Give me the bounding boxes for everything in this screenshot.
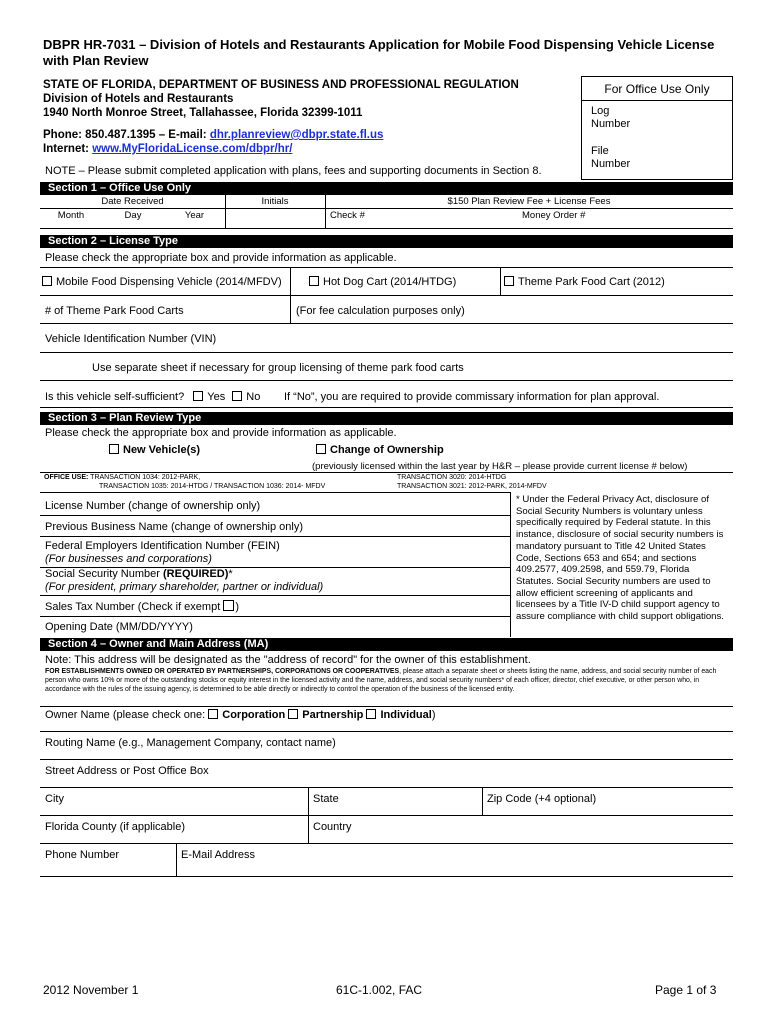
ownership-disclosure-note <box>45 667 725 694</box>
option-themepark[interactable] <box>504 276 665 289</box>
log-number-field[interactable] <box>582 101 732 141</box>
section1-header: Section 1 – Office Use Only <box>40 182 733 195</box>
initials-label: Initials <box>261 196 289 207</box>
state-label: State <box>313 793 339 805</box>
vin-label: Vehicle Identification Number (VIN) <box>45 333 217 345</box>
email-address-label: E-Mail Address <box>181 849 255 861</box>
partnership-checkbox[interactable] <box>288 709 298 719</box>
section4-header: Section 4 – Owner and Main Address (MA) <box>40 638 733 651</box>
zip-label: Zip Code (+4 optional) <box>487 793 597 805</box>
file-number-label: Number <box>591 158 631 170</box>
change-ownership-label: Change of Ownership <box>330 444 444 456</box>
transaction-3021: TRANSACTION 3021: 2012-PARK, 2014-MFDV <box>397 482 547 490</box>
previously-licensed-note: (previously licensed within the last year by H&R – please provide current license # below) <box>312 461 688 472</box>
office-use-box <box>581 76 733 180</box>
internet-label: Internet: <box>43 143 93 155</box>
agency-block <box>43 78 519 120</box>
street-address-label: Street Address or Post Office Box <box>45 765 209 777</box>
mfdv-label: Mobile Food Dispensing Vehicle (2014/MFDV) <box>56 276 282 288</box>
city-label: City <box>45 793 64 805</box>
street-address-field[interactable] <box>40 778 733 787</box>
option-new-vehicles[interactable] <box>109 444 200 457</box>
sales-tax-row <box>45 600 239 614</box>
new-vehicles-label: New Vehicle(s) <box>123 444 201 456</box>
office-use-label: OFFICE USE: <box>44 474 89 481</box>
separate-sheet-note: Use separate sheet if necessary for group licensing of theme park food carts <box>92 362 464 374</box>
option-mfdv[interactable] <box>42 276 282 289</box>
sales-tax-field[interactable] <box>260 596 510 616</box>
phone-number-label: Phone Number <box>45 849 119 861</box>
county-field[interactable] <box>40 834 308 843</box>
self-sufficient-label: Is this vehicle self-sufficient? <box>45 391 185 403</box>
phone-number-field[interactable] <box>40 862 176 876</box>
log-label: Log <box>591 105 610 117</box>
office-use-header: For Office Use Only <box>582 77 732 101</box>
license-number-field[interactable] <box>300 493 510 515</box>
ssn-sub-label: (For president, primary shareholder, partner or individual) <box>45 581 324 593</box>
routing-name-label: Routing Name (e.g., Management Company, contact name) <box>45 737 336 749</box>
form-title: DBPR HR-7031 – Division of Hotels and Restaurants Application for Mobile Food Dispensing Vehicle License with Plan Review <box>43 37 715 68</box>
city-field[interactable] <box>40 806 308 815</box>
option-hotdog[interactable] <box>309 276 456 289</box>
ssn-field[interactable] <box>340 568 510 595</box>
section2-instruction: Please check the appropriate box and provide information as applicable. <box>45 252 397 264</box>
sales-tax-label: Sales Tax Number (Check if exempt <box>45 601 221 613</box>
hotdog-label: Hot Dog Cart (2014/HTDG) <box>323 276 457 288</box>
license-number-label: License Number (change of ownership only) <box>45 500 261 512</box>
corporation-label: Corporation <box>222 709 286 721</box>
opening-date-field[interactable] <box>210 617 510 637</box>
individual-checkbox[interactable] <box>366 709 376 719</box>
contact-block <box>43 128 383 156</box>
county-label: Florida County (if applicable) <box>45 821 186 833</box>
self-sufficient-row <box>45 391 260 404</box>
money-order-label: Money Order # <box>522 210 586 221</box>
themepark-label: Theme Park Food Cart (2012) <box>518 276 665 288</box>
ssn-label: Social Security Number <box>45 568 163 580</box>
fein-label: Federal Employers Identification Number (FEIN) <box>45 540 280 552</box>
if-no-note: If “No”, you are required to provide commissary information for plan approval. <box>284 391 660 403</box>
individual-label: Individual <box>380 709 432 721</box>
website-link[interactable]: www.MyFloridaLicense.com/dbpr/hr/ <box>92 143 293 155</box>
transaction-1035-1036: TRANSACTION 1035: 2014-HTDG / TRANSACTION 1036: 2014- MFDV <box>99 482 326 490</box>
phone-label: Phone: 850.487.1395 – E-mail: <box>43 129 210 141</box>
no-label: No <box>246 391 261 403</box>
partnership-label: Partnership <box>302 709 364 721</box>
sales-tax-close: ) <box>235 601 239 613</box>
prev-business-label: Previous Business Name (change of ownership only) <box>45 521 304 533</box>
month-label: Month <box>57 210 85 221</box>
change-ownership-checkbox[interactable] <box>316 444 326 454</box>
self-sufficient-yes-checkbox[interactable] <box>193 391 203 401</box>
sales-tax-exempt-checkbox[interactable] <box>223 600 234 611</box>
address-of-record-note: Note: This address will be designated as the "address of record" for the owner of this establishment. <box>45 654 531 666</box>
section2-header: Section 2 – License Type <box>40 235 733 248</box>
agency-name: STATE OF FLORIDA, DEPARTMENT OF BUSINESS AND PROFESSIONAL REGULATION <box>43 79 519 91</box>
transaction-1034: TRANSACTION 1034: 2012-PARK, <box>90 474 201 481</box>
footer-rule: 61C-1.002, FAC <box>336 983 423 997</box>
fee-calc-note: (For fee calculation purposes only) <box>296 305 465 317</box>
file-number-field[interactable] <box>582 141 732 171</box>
footer-page-number: Page 1 of 3 <box>655 983 717 997</box>
owner-name-row <box>45 709 435 722</box>
new-vehicles-checkbox[interactable] <box>109 444 119 454</box>
submission-note: NOTE – Please submit completed application with plans, fees and supporting documents in Section 8. <box>45 165 542 177</box>
office-use-transactions-left <box>44 474 394 491</box>
email-address-field[interactable] <box>176 862 733 876</box>
country-label: Country <box>313 821 352 833</box>
prev-business-field[interactable] <box>315 516 510 536</box>
email-link[interactable]: dhr.planreview@dbpr.state.fl.us <box>209 129 384 141</box>
country-field[interactable] <box>308 834 733 843</box>
state-field[interactable] <box>308 806 482 815</box>
owner-close: ) <box>431 709 436 721</box>
year-label: Year <box>184 210 205 221</box>
ssn-label-row <box>45 568 233 581</box>
vin-field[interactable] <box>260 324 733 352</box>
num-carts-label: # of Theme Park Food Carts <box>45 305 184 317</box>
date-received-label: Date Received <box>101 196 164 207</box>
division-name: Division of Hotels and Restaurants <box>43 93 234 105</box>
ssn-required: (REQUIRED) <box>163 568 229 580</box>
themepark-checkbox[interactable] <box>504 276 514 286</box>
option-change-ownership[interactable] <box>316 444 444 457</box>
disclosure-bold: FOR ESTABLISHMENTS OWNED OR OPERATED BY PARTNERSHIPS, CORPORATIONS OR COOPERATIVES <box>45 668 400 675</box>
transaction-3020: TRANSACTION 3020: 2014-HTDG <box>397 474 507 481</box>
zip-field[interactable] <box>482 806 733 815</box>
ssn-star: * <box>228 568 233 580</box>
check-number-label: Check # <box>330 210 365 221</box>
corporation-checkbox[interactable] <box>208 709 218 719</box>
date-received-field[interactable] <box>40 222 325 228</box>
mfdv-checkbox[interactable] <box>42 276 52 286</box>
hotdog-checkbox[interactable] <box>309 276 319 286</box>
footer-date: 2012 November 1 <box>43 983 139 997</box>
file-label: File <box>591 145 609 157</box>
fein-field[interactable] <box>340 537 510 567</box>
routing-name-field[interactable] <box>40 750 733 759</box>
owner-name-label: Owner Name (please check one: <box>45 709 209 721</box>
agency-address: 1940 North Monroe Street, Tallahassee, Florida 32399-1011 <box>43 107 363 119</box>
disclosure-text: , please attach a separate sheet or sheets listing the name, address, and social security number of each person who owns 10% or more of the outstanding stocks or equity interest in the licensed activity and the name, address, and social security numbers* of each officer, director, chief executive, or other person who, in accordance with the rules of the issuing agency, is determined to be able directly or indirectly to control the operation of the business of the licensed entity. <box>45 668 717 693</box>
privacy-act-note: * Under the Federal Privacy Act, disclosure of Social Security Numbers is voluntary unless specifically required by Federal statute. In this instance, disclosure of social security numbers is mandatory pursuant to Title 42 United States Code, Sections 653 and 654; and sections 409.2577, 409.2598, and 559.79, Florida Statutes. Social Security numbers are used to allow efficient screening of applicants and licensees by a Title IV-D child support agency to assure compliance with child support obligations. <box>516 494 724 623</box>
section3-header: Section 3 – Plan Review Type <box>40 412 733 425</box>
fee-label: $150 Plan Review Fee + License Fees <box>447 196 611 207</box>
num-carts-field[interactable] <box>195 296 287 323</box>
log-number-label: Number <box>591 118 631 130</box>
opening-date-label: Opening Date (MM/DD/YYYY) <box>45 621 193 633</box>
yes-label: Yes <box>207 391 226 403</box>
owner-name-field[interactable] <box>40 722 733 731</box>
self-sufficient-no-checkbox[interactable] <box>232 391 242 401</box>
day-label: Day <box>124 210 142 221</box>
section3-instruction: Please check the appropriate box and provide information as applicable. <box>45 427 397 439</box>
office-use-transactions-right <box>397 474 647 491</box>
fein-sub-label: (For businesses and corporations) <box>45 553 212 565</box>
